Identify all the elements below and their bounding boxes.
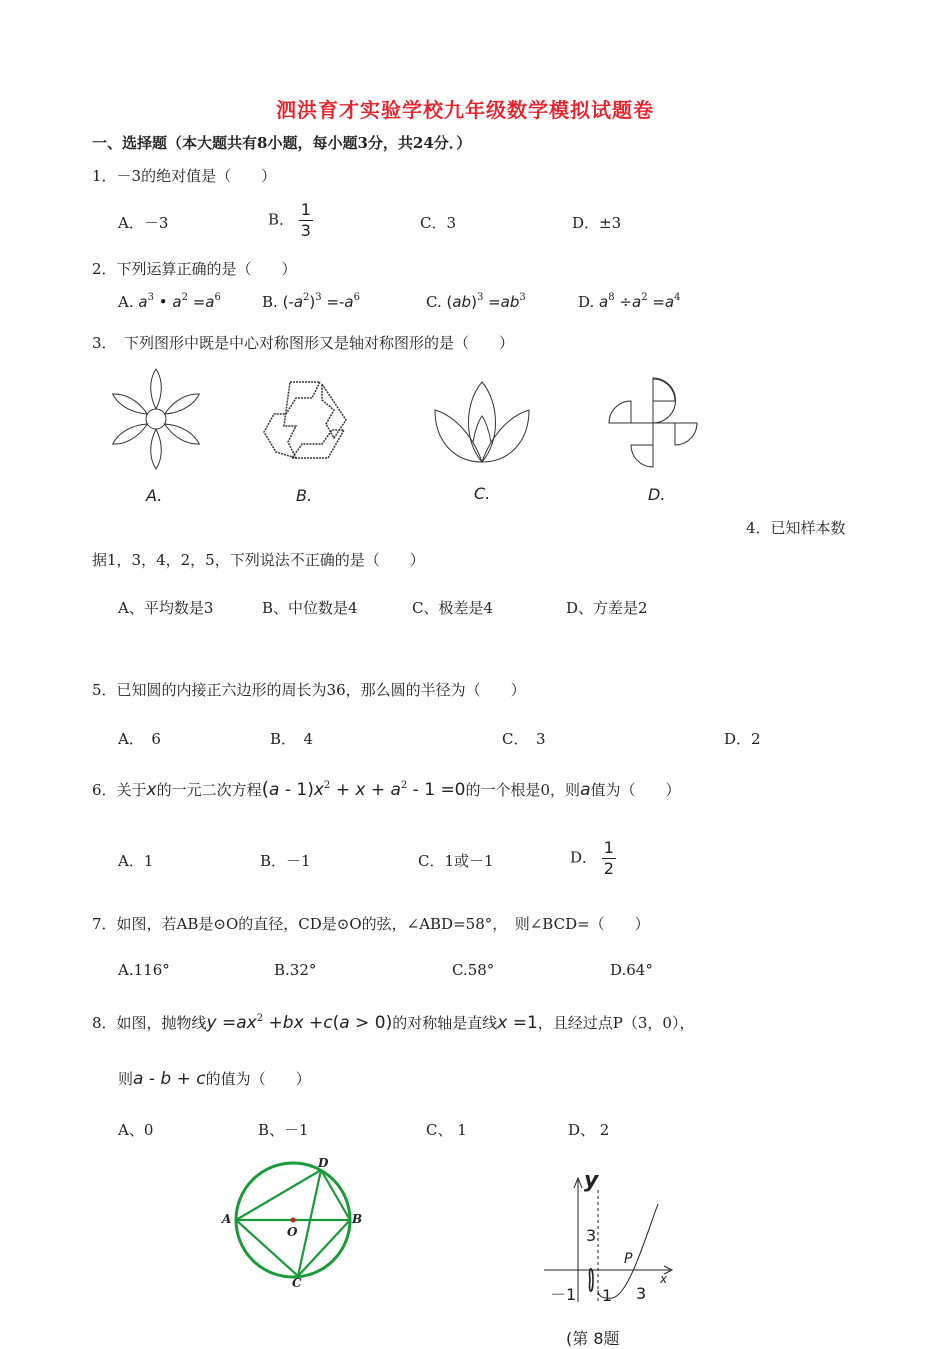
q5-stem: 5．已知圆的内接正六边形的周长为36，那么圆的半径为（ ） (92, 681, 526, 699)
q3-figure-b (262, 380, 348, 460)
figure-caption: (第 8题 (566, 1329, 620, 1348)
fraction: $\frac{1}{3}$ (300, 200, 311, 240)
x-tick-neg1: －1 (550, 1285, 577, 1304)
q5-option-c: C． 3 (502, 730, 546, 748)
q5-option-b: B． 4 (270, 730, 314, 748)
q3-figure-a (110, 368, 202, 470)
label-point-o: O (287, 1225, 298, 1239)
page-title: 泗洪育才实验学校九年级数学模拟试题卷 (276, 98, 654, 122)
q5-option-a: A． 6 (118, 730, 161, 748)
q3-stem: 3． 下列图形中既是中心对称图形又是轴对称图形的是（ ） (92, 334, 515, 352)
q7-option-a: A.116° (118, 961, 170, 979)
q1-option-d: D．±3 (572, 214, 622, 232)
q7-option-b: B.32° (274, 961, 317, 979)
q4-stem-start: 4．已知样本数 (746, 519, 846, 537)
q2-option-d: D. $a^8 \div a^2 =a^4$ (578, 292, 681, 311)
q2-option-b: B. $(-a^2)^3 =-a^6$ (262, 292, 360, 311)
x-tick-3: 3 (636, 1284, 647, 1303)
q8-option-c: C、 1 (426, 1121, 467, 1139)
q7-option-c: C.58° (452, 961, 495, 979)
q2-stem: 2．下列运算正确的是（ ） (92, 260, 297, 278)
q1-option-a: A．－3 (118, 214, 169, 232)
q1-option-c: C．3 (420, 214, 457, 232)
x-tick-1: 1 (602, 1286, 613, 1305)
q4-option-d: D、方差是2 (566, 599, 648, 617)
q3-label-b: B. (296, 486, 313, 505)
q1-option-b: B． $\frac{1}{3}$ (268, 200, 311, 240)
q8-option-b: B、－1 (258, 1121, 309, 1139)
label-point-c: C (292, 1276, 302, 1290)
label-point-d: D (318, 1156, 329, 1170)
q5-option-d: D．2 (724, 730, 761, 748)
q3-label-c: C. (474, 484, 491, 503)
q8-option-d: D、 2 (568, 1121, 610, 1139)
q6-option-b: B．－1 (260, 852, 311, 870)
axis-label-x: x (660, 1272, 668, 1286)
axis-label-y: y (584, 1168, 599, 1193)
q6-option-d: D． $\frac{1}{2}$ (570, 838, 614, 878)
q8-stem-line2: 则a - b + c的值为（ ） (118, 1069, 311, 1089)
label-point-b: B (352, 1212, 363, 1226)
q7-option-d: D.64° (610, 961, 653, 979)
label-point-a: A (222, 1212, 232, 1226)
section-heading: 一、选择题（本大题共有8小题，每小题3分，共24分．） (92, 134, 472, 152)
q8-option-a: A、0 (118, 1121, 154, 1139)
q7-stem: 7．如图，若AB是⊙O的直径，CD是⊙O的弦，∠ABD=58°， 则∠BCD=（ ） (92, 915, 650, 933)
q7-circle-figure (220, 1155, 370, 1290)
q1-stem: 1．－3的绝对值是（ ） (92, 167, 277, 185)
q6-stem: 6．关于x的一元二次方程$(a - 1)x^2 + x + a^2 - 1 =0$的一个根是0，则a值为（ ） (92, 778, 681, 800)
point-p-label: P (624, 1251, 633, 1267)
q2-option-a: A. $a^3$ • $a^2 =a^6$ (118, 292, 221, 311)
q8-stem: 8．如图，抛物线$y =ax^2 +bx +c(a > 0)$的对称轴是直线x =1，且经过点P（3，0）， (92, 1013, 695, 1033)
q4-stem-continued: 据1，3，4，2，5，下列说法不正确的是（ ） (92, 551, 425, 569)
q6-option-a: A．1 (118, 852, 154, 870)
y-tick-3: 3 (586, 1226, 597, 1245)
q2-option-c: C. $(ab)^3 =ab^3$ (426, 292, 526, 311)
fraction: $\frac{1}{2}$ (603, 838, 614, 878)
q4-option-a: A、平均数是3 (118, 599, 214, 617)
q4-option-c: C、极差是4 (412, 599, 494, 617)
q3-figure-c (433, 380, 531, 464)
q3-figure-d (606, 376, 700, 470)
q4-option-b: B、中位数是4 (262, 599, 358, 617)
q3-label-a: A. (146, 486, 163, 505)
q3-label-d: D. (648, 485, 666, 504)
q6-option-c: C．1或－1 (418, 852, 494, 870)
